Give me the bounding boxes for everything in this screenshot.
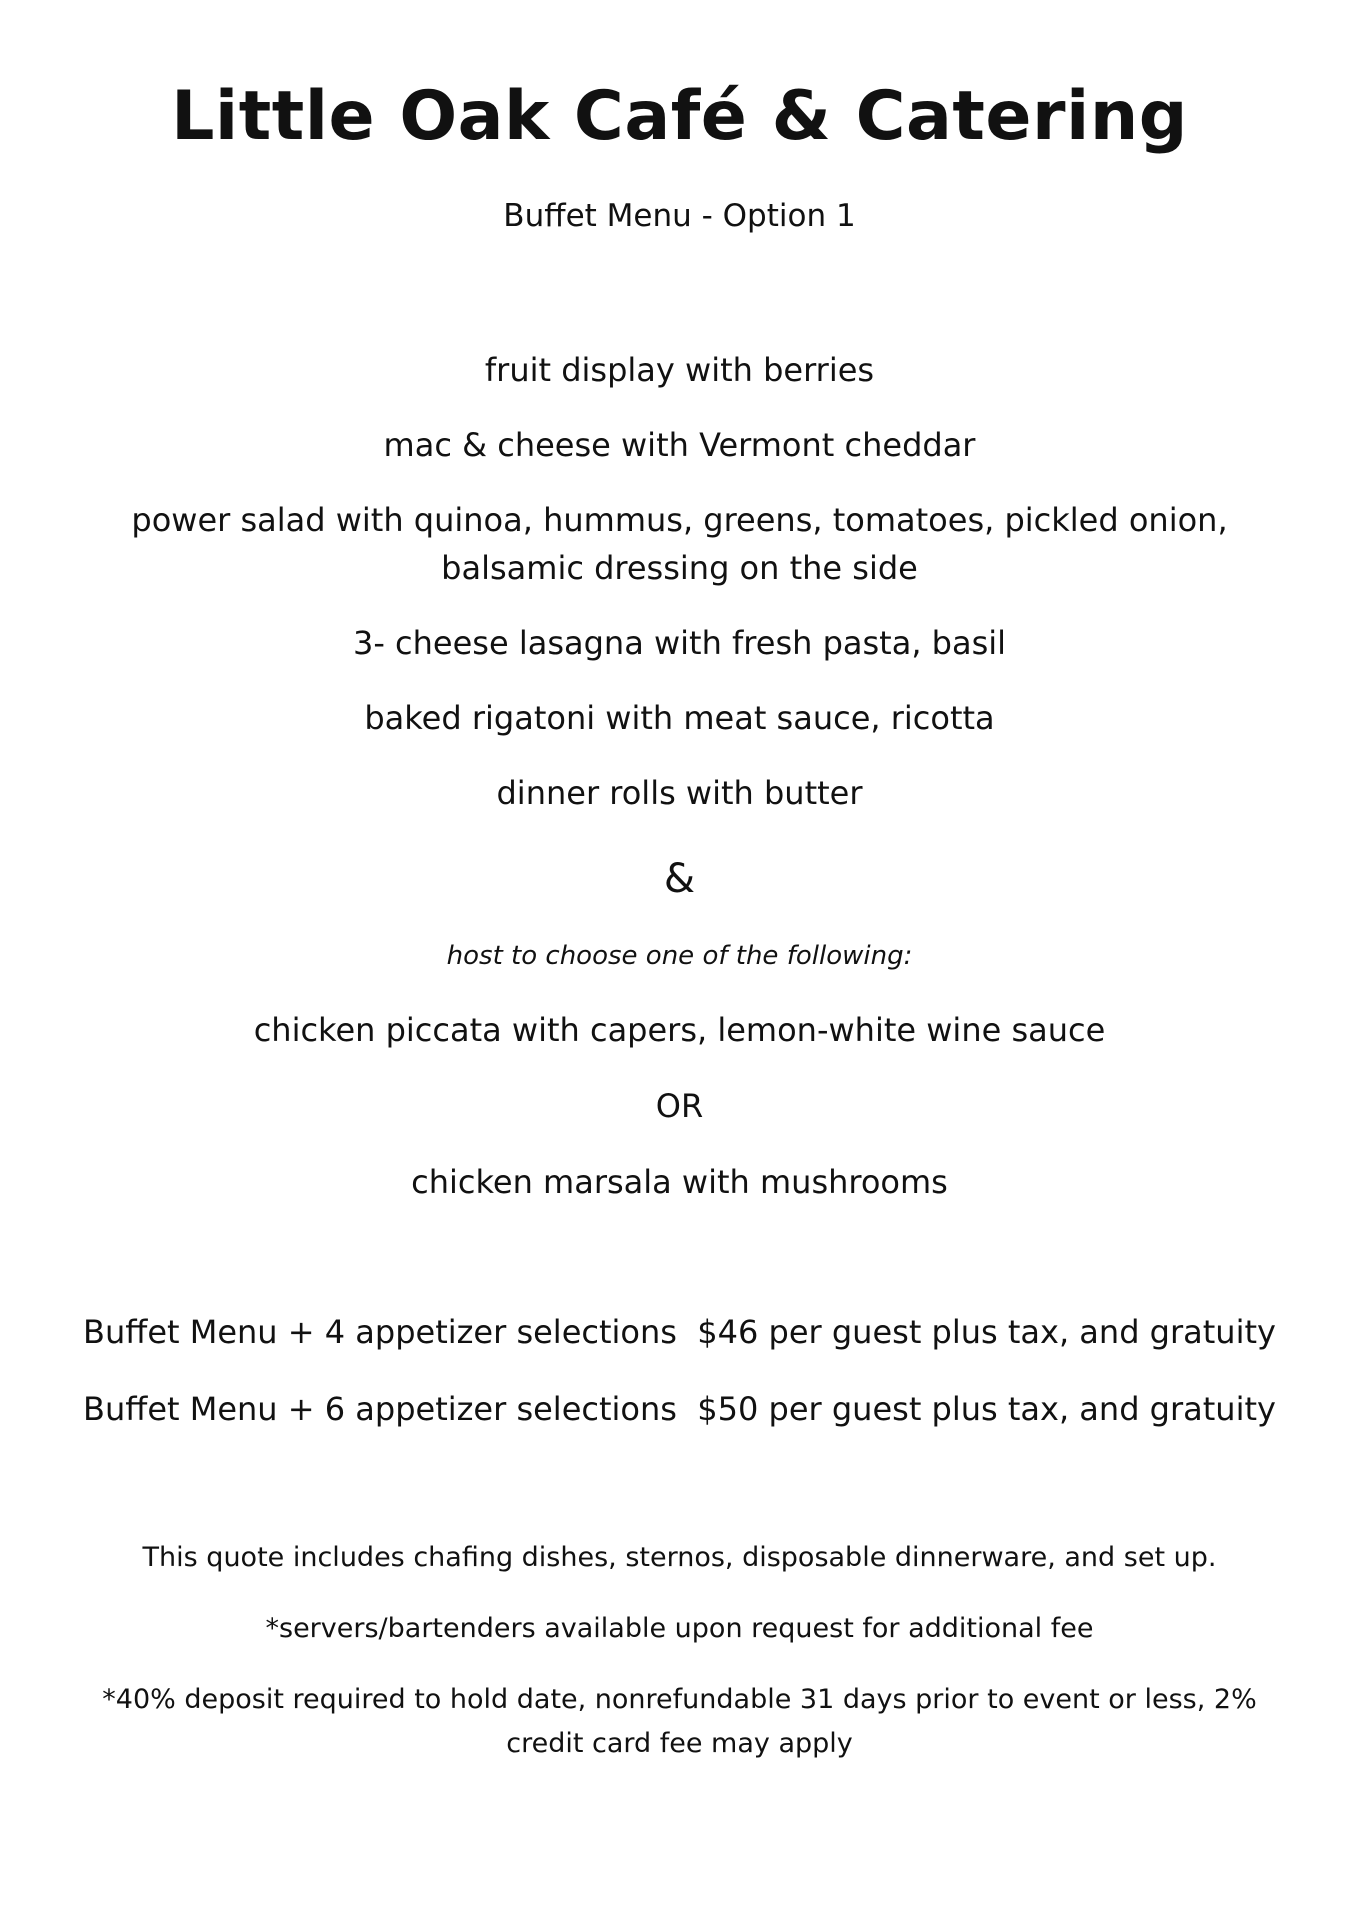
menu-item: power salad with quinoa, hummus, greens, tomatoes, pickled onion, balsamic dressing on the side — [131, 501, 1228, 587]
ampersand-divider: & — [663, 856, 696, 902]
entree-choice-marsala: chicken marsala with mushrooms — [411, 1163, 948, 1201]
deposit-note: *40% deposit required to hold date, nonrefundable 31 days prior to event or less, 2% credit card fee may apply — [102, 1684, 1257, 1759]
menu-subtitle: Buffet Menu - Option 1 — [503, 198, 856, 234]
entree-choice-piccata: chicken piccata with capers, lemon-white wine sauce — [253, 1011, 1106, 1049]
servers-note: *servers/bartenders available upon request for additional fee — [265, 1613, 1094, 1644]
price-row-6-appetizers: Buffet Menu + 6 appetizer selections $50 per guest plus tax, and gratuity — [83, 1390, 1276, 1428]
menu-item-list — [60, 346, 1299, 844]
menu-item: mac & cheese with Vermont cheddar — [383, 426, 976, 464]
menu-item: fruit display with berries — [484, 351, 875, 389]
entree-choice-or: OR — [655, 1087, 704, 1125]
price-row-4-appetizers: Buffet Menu + 4 appetizer selections $46 per guest plus tax, and gratuity — [83, 1313, 1276, 1351]
quote-includes-note: This quote includes chafing dishes, sternos, disposable dinnerware, and set up. — [142, 1542, 1217, 1573]
menu-item: 3- cheese lasagna with fresh pasta, basil — [352, 624, 1007, 662]
page-title: Little Oak Café & Catering — [171, 77, 1188, 156]
menu-item: baked rigatoni with meat sauce, ricotta — [364, 699, 995, 737]
menu-item: dinner rolls with butter — [496, 774, 863, 812]
choice-instruction: host to choose one of the following: — [446, 941, 913, 971]
